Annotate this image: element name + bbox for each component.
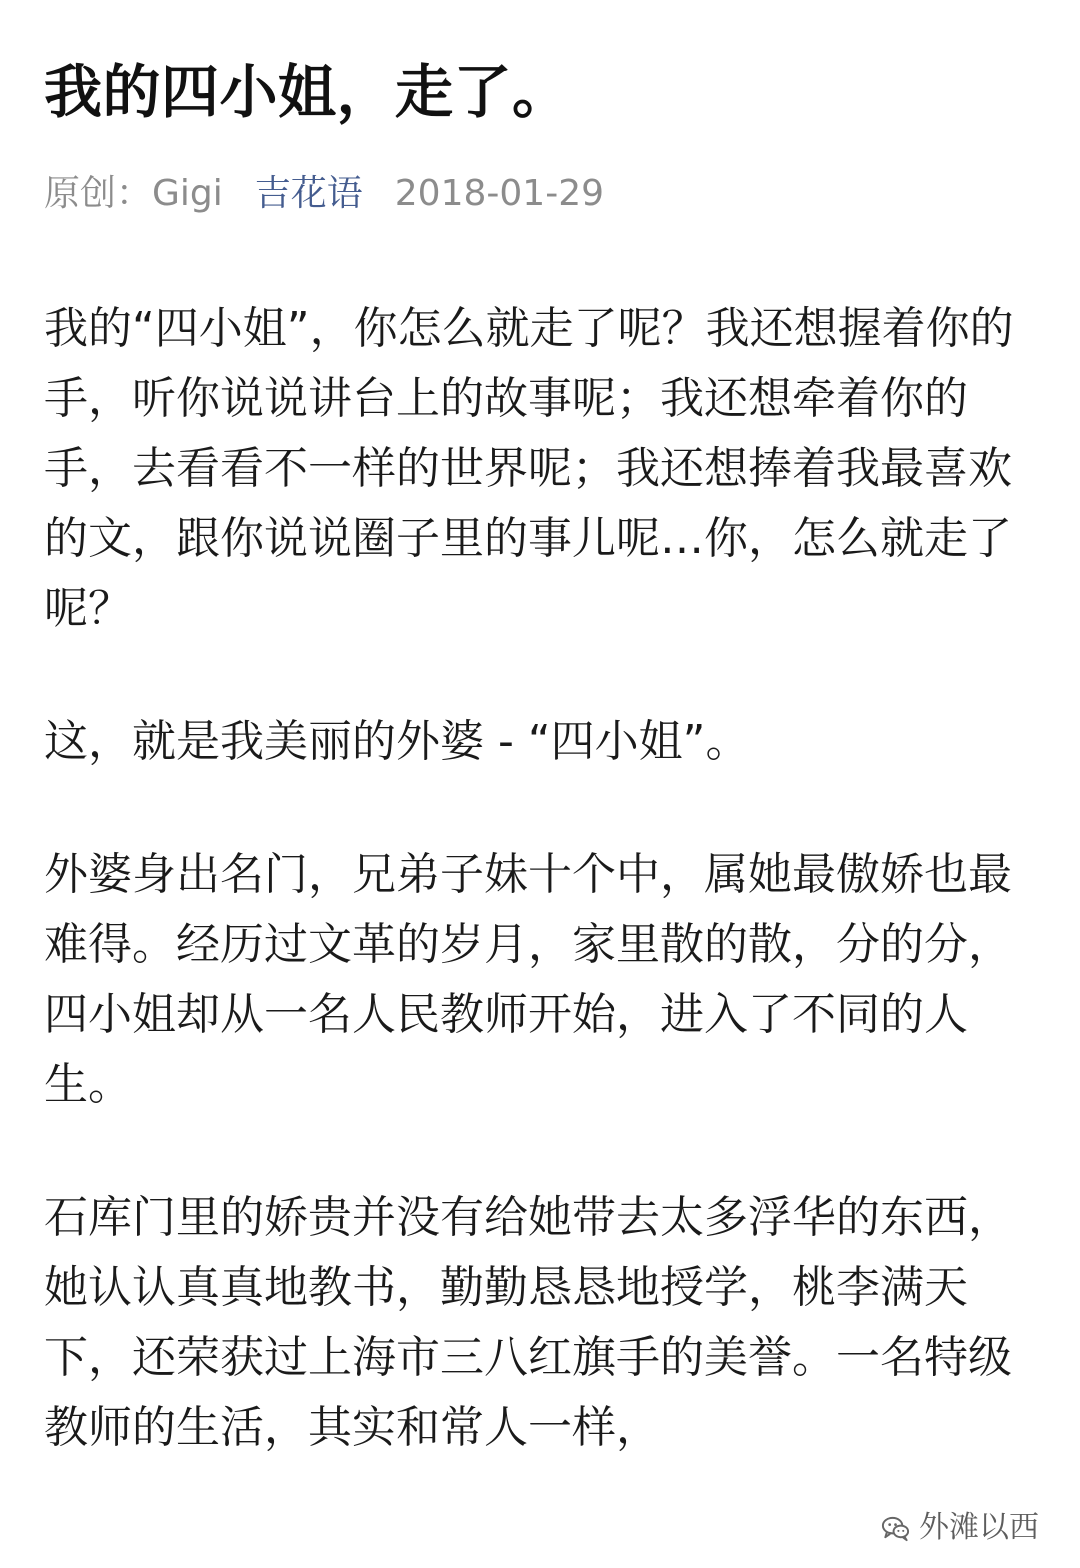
original-author: 原创：Gigi [44,173,223,214]
paragraph: 外婆身出名门，兄弟子妹十个中，属她最傲娇也最难得。经历过文革的岁月，家里散的散，分的分，四小姐却从一名人民教师开始，进入了不同的人生。 [44,849,1012,1110]
paragraph: 石库门里的娇贵并没有给她带去太多浮华的东西，她认认真真地教书，勤勤恳恳地授学，桃李满天下，还荣获过上海市三八红旗手的美誉。一名特级教师的生活，其实和常人一样， [44,1192,1012,1453]
account-name-link[interactable]: 吉花语 [254,173,363,214]
paragraph: 我的“四小姐”，你怎么就走了呢？我还想握着你的手，听你说说讲台上的故事呢；我还想牵着你的手，去看看不一样的世界呢；我还想捧着我最喜欢的文，跟你说说圈子里的事儿呢…你，怎么就走了呢？ [44,303,1014,634]
watermark-text: 外滩以西 [919,1510,1039,1545]
article-meta [44,164,604,224]
watermark [876,1508,1043,1548]
publish-date: 2018-01-29 [394,173,604,214]
wechat-icon [880,1513,911,1544]
article-title: 我的四小姐，走了。 [44,58,571,126]
paragraph: 这，就是我美丽的外婆 - “四小姐”。 [44,716,750,767]
article-body [44,294,1036,1463]
